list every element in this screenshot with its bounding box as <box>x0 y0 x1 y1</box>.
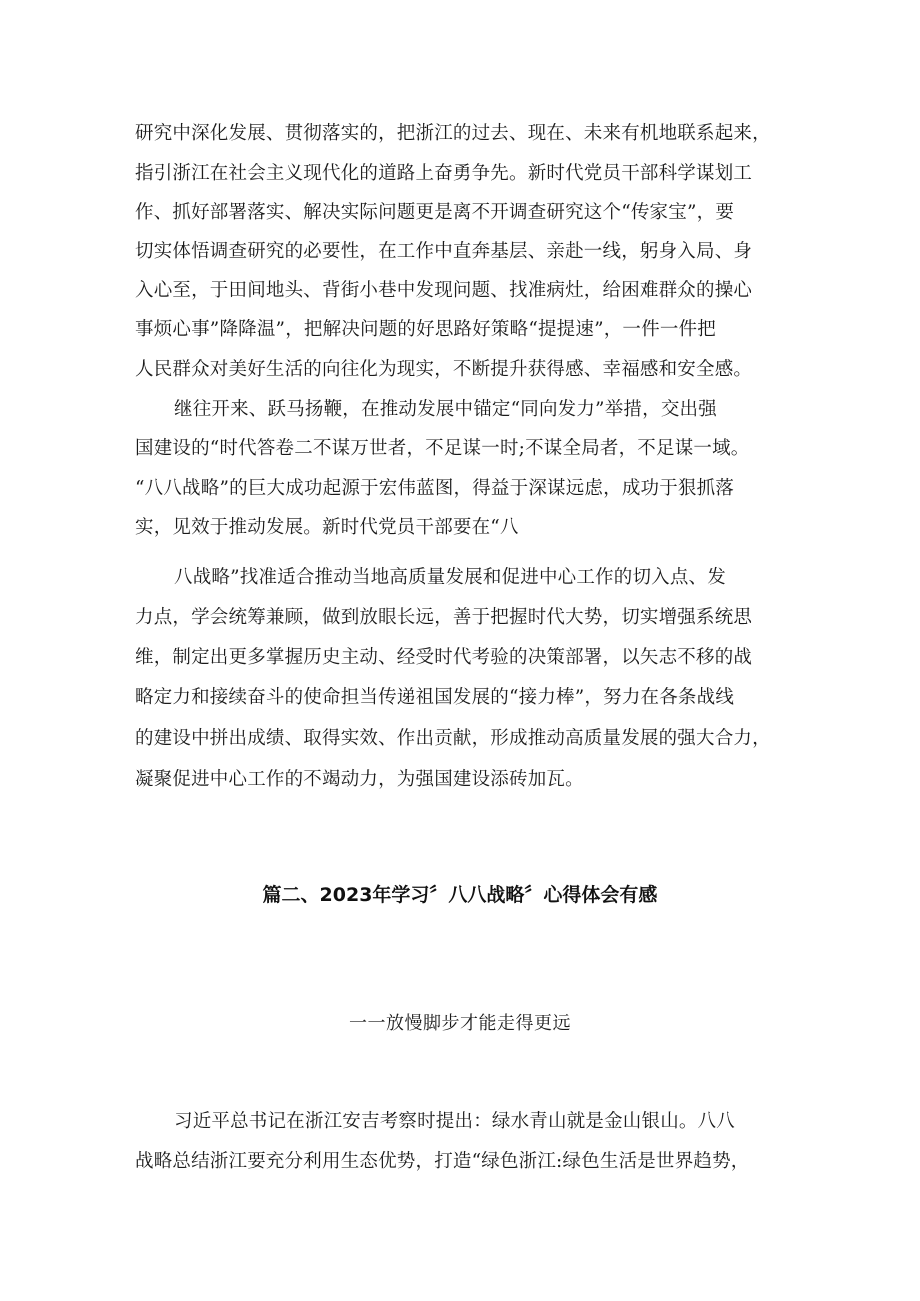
paragraph-line: 实，见效于推动发展。新时代党员干部要在“八 <box>135 517 519 538</box>
paragraph-line: 凝聚促进中心工作的不竭动力，为强国建设添砖加瓦。 <box>135 769 584 790</box>
article-subtitle: 一一放慢脚步才能走得更远 <box>349 1013 571 1034</box>
paragraph-line: 战略总结浙江要充分利用生态优势，打造“绿色浙江:绿色生活是世界趋势， <box>135 1151 750 1172</box>
paragraph-line: 入心至，于田间地头、背街小巷中发现问题、找准病灶，给困难群众的操心 <box>135 280 753 301</box>
paragraph-line: 继往开来、跃马扬鞭，在推动发展中锚定“同向发力”举措，交出强 <box>174 399 717 420</box>
paragraph-line: 的建设中拼出成绩、取得实效、作出贡献，形成推动高质量发展的强大合力， <box>135 728 771 749</box>
paragraph-line: 切实体悟调查研究的必要性，在工作中直奔基层、亲赴一线，躬身入局、身 <box>135 241 753 262</box>
paragraph-line: 力点，学会统筹兼顾，做到放眼长远，善于把握时代大势，切实增强系统思 <box>135 607 753 628</box>
paragraph-line: “八八战略”的巨大成功起源于宏伟蓝图，得益于深谋远虑，成功于狠抓落 <box>135 478 735 499</box>
article-title: 篇二、2023年学习〞八八战略〞心得体会有感 <box>262 884 658 906</box>
paragraph-line: 人民群众对美好生活的向往化为现实，不断提升获得感、幸福感和安全感。 <box>135 359 753 380</box>
paragraph-line: 略定力和接续奋斗的使命担当传递祖国发展的“接力棒”，努力在各条战线 <box>135 687 735 708</box>
paragraph-line: 八战略”找准适合推动当地高质量发展和促进中心工作的切入点、发 <box>174 567 726 588</box>
paragraph-line: 国建设的“时代答卷二不谋万世者，不足谋一时;不谋全局者，不足谋一域。 <box>135 438 750 459</box>
paragraph-line: 作、抓好部署落实、解决实际问题更是离不开调查研究这个“传家宝”，要 <box>135 202 735 223</box>
paragraph-line: 维，制定出更多掌握历史主动、经受时代考验的决策部署，以矢志不移的战 <box>135 647 753 668</box>
paragraph-line: 指引浙江在社会主义现代化的道路上奋勇争先。新时代党员干部科学谋划工 <box>135 163 753 184</box>
paragraph-line: 习近平总书记在浙江安吉考察时提出：绿水青山就是金山银山。八八 <box>174 1111 736 1132</box>
paragraph-line: 研究中深化发展、贯彻落实的，把浙江的过去、现在、未来有机地联系起来， <box>135 123 771 144</box>
paragraph-line: 事烦心事”降降温”，把解决问题的好思路好策略“提提速”，一件一件把 <box>135 319 716 340</box>
